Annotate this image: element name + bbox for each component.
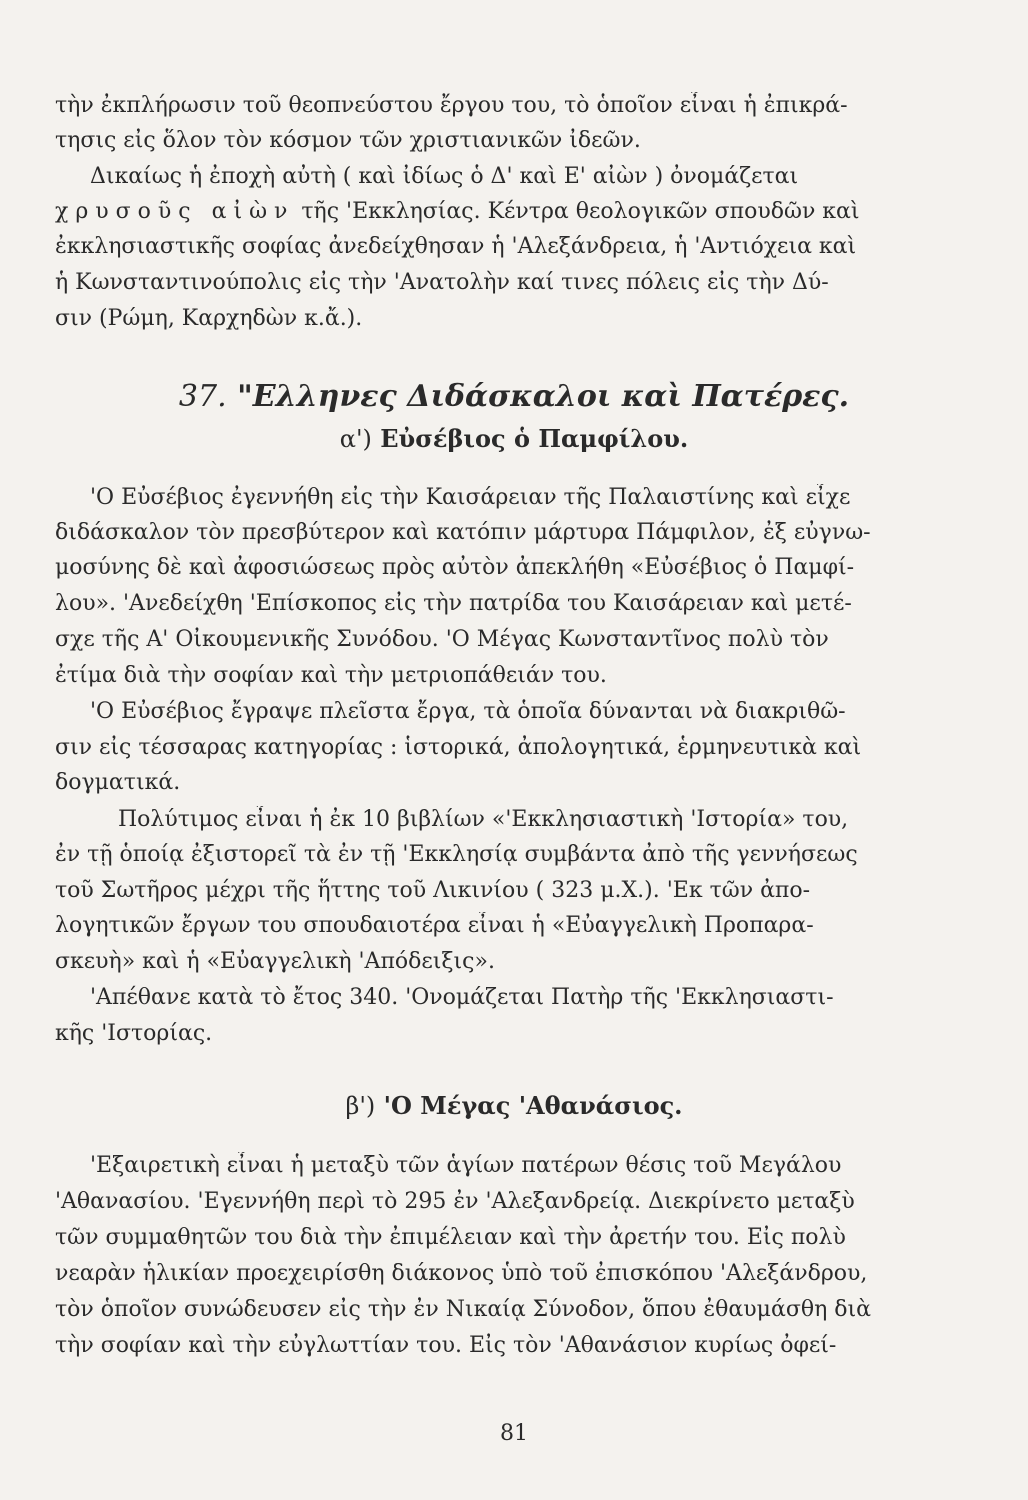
intro-line-5: ἐκκλησιαστικῆς σοφίας ἀνεδείχθησαν ἡ 'Αλεξάνδρεια, ἡ 'Αντιόχεια καὶ	[55, 234, 857, 259]
intro-line-2: τησις εἰς ὅλον τὸν κόσμον τῶν χριστιανικῶν ἰδεῶν.	[55, 128, 641, 153]
section-heading	[0, 377, 1028, 417]
a-line-14: σκευὴ» καὶ ἡ «Εὐαγγελικὴ 'Απόδειξις».	[55, 949, 495, 974]
a-line-9: δογματικά.	[55, 770, 181, 795]
a-line-10: Πολύτιμος εἶναι ἡ ἐκ 10 βιβλίων «'Εκκλησιαστικὴ 'Ιστορία» του,	[118, 807, 849, 832]
subheading-b-prefix: β')	[345, 1092, 376, 1120]
intro-line-1: τὴν ἐκπλήρωσιν τοῦ θεοπνεύστου ἔργου του, τὸ ὁποῖον εἶναι ἡ ἐπικρά-	[55, 93, 848, 118]
intro-emphasis: χρυσοῦς αἰὼν	[55, 199, 295, 224]
a-line-16: κῆς 'Ιστορίας.	[55, 1021, 213, 1046]
a-line-8: σιν εἰς τέσσαρας κατηγορίας : ἱστορικά, ἀπολογητικά, ἑρμηνευτικὰ καὶ	[55, 735, 862, 760]
a-line-2: διδάσκαλον τὸν πρεσβύτερον καὶ κατόπιν μάρτυρα Πάμφιλον, ἐξ εὐγνω-	[55, 520, 871, 545]
a-line-11: ἐν τῇ ὁποίᾳ ἐξιστορεῖ τὰ ἐν τῇ 'Εκκλησίᾳ συμβάντα ἀπὸ τῆς γεννήσεως	[55, 842, 858, 867]
b-line-1: 'Εξαιρετικὴ εἶναι ἡ μεταξὺ τῶν ἁγίων πατέρων θέσις τοῦ Μεγάλου	[90, 1153, 842, 1178]
b-line-5: τὸν ὁποῖον συνώδευσεν εἰς τὴν ἐν Νικαίᾳ Σύνοδον, ὅπου ἐθαυμάσθη διὰ	[55, 1297, 871, 1322]
section-title: "Ελληνες Διδάσκαλοι καὶ Πατέρες.	[237, 379, 850, 414]
b-line-2: 'Αθανασίου. 'Εγεννήθη περὶ τὸ 295 ἐν 'Αλεξανδρείᾳ. Διεκρίνετο μεταξὺ	[55, 1189, 855, 1214]
intro-line-6: ἡ Κωνσταντινούπολις εἰς τὴν 'Ανατολὴν καί τινες πόλεις εἰς τὴν Δύ-	[55, 270, 829, 295]
subheading-a-prefix: α')	[339, 425, 372, 453]
a-line-13: λογητικῶν ἔργων του σπουδαιοτέρα εἶναι ἡ «Εὐαγγελικὴ Προπαρα-	[55, 913, 814, 938]
subheading-a-title: Εὐσέβιος ὁ Παμφίλου.	[380, 424, 689, 453]
subheading-a	[0, 423, 1028, 455]
a-line-5: σχε τῆς Α' Οἰκουμενικῆς Συνόδου. 'Ο Μέγας Κωνσταντῖνος πολὺ τὸν	[55, 627, 829, 652]
intro-line-7: σιν (Ρώμη, Καρχηδὼν κ.ἄ.).	[55, 306, 363, 331]
page-number: 81	[500, 1421, 528, 1446]
section-number: 37.	[178, 379, 227, 414]
intro-line-4-rest: τῆς 'Εκκλησίας. Κέντρα θεολογικῶν σπουδῶν καὶ	[294, 199, 860, 224]
intro-line-4	[55, 198, 925, 226]
a-line-6: ἐτίμα διὰ τὴν σοφίαν καὶ τὴν μετριοπάθειάν του.	[55, 663, 607, 688]
a-line-3: μοσύνης δὲ καὶ ἀφοσιώσεως πρὸς αὐτὸν ἀπεκλήθη «Εὐσέβιος ὁ Παμφί-	[55, 555, 855, 580]
a-line-7: 'Ο Εὐσέβιος ἔγραψε πλεῖστα ἔργα, τὰ ὁποῖα δύνανται νὰ διακριθῶ-	[90, 699, 846, 724]
b-line-3: τῶν συμμαθητῶν του διὰ τὴν ἐπιμέλειαν καὶ τὴν ἀρετήν του. Εἰς πολὺ	[55, 1225, 846, 1250]
b-line-6: τὴν σοφίαν καὶ τὴν εὐγλωττίαν του. Εἰς τὸν 'Αθανάσιον κυρίως ὀφεί-	[55, 1333, 837, 1358]
a-line-1: 'Ο Εὐσέβιος ἐγεννήθη εἰς τὴν Καισάρειαν τῆς Παλαιστίνης καὶ εἶχε	[90, 485, 851, 510]
subheading-b	[0, 1090, 1028, 1122]
a-line-15: 'Απέθανε κατὰ τὸ ἔτος 340. 'Ονομάζεται Πατὴρ τῆς 'Εκκλησιαστι-	[90, 985, 834, 1010]
subheading-b-title: 'Ο Μέγας 'Αθανάσιος.	[383, 1091, 683, 1120]
a-line-12: τοῦ Σωτῆρος μέχρι τῆς ἥττης τοῦ Λικινίου ( 323 μ.Χ.). 'Εκ τῶν ἀπο-	[55, 878, 811, 903]
intro-line-3: Δικαίως ἡ ἐποχὴ αὐτὴ ( καὶ ἰδίως ὁ Δ' καὶ Ε' αἰὼν ) ὀνομάζεται	[90, 164, 799, 189]
b-line-4: νεαρὰν ἡλικίαν προεχειρίσθη διάκονος ὑπὸ τοῦ ἐπισκόπου 'Αλεξάνδρου,	[55, 1261, 868, 1286]
a-line-4: λου». 'Ανεδείχθη 'Επίσκοπος εἰς τὴν πατρίδα του Καισάρειαν καὶ μετέ-	[55, 591, 852, 616]
